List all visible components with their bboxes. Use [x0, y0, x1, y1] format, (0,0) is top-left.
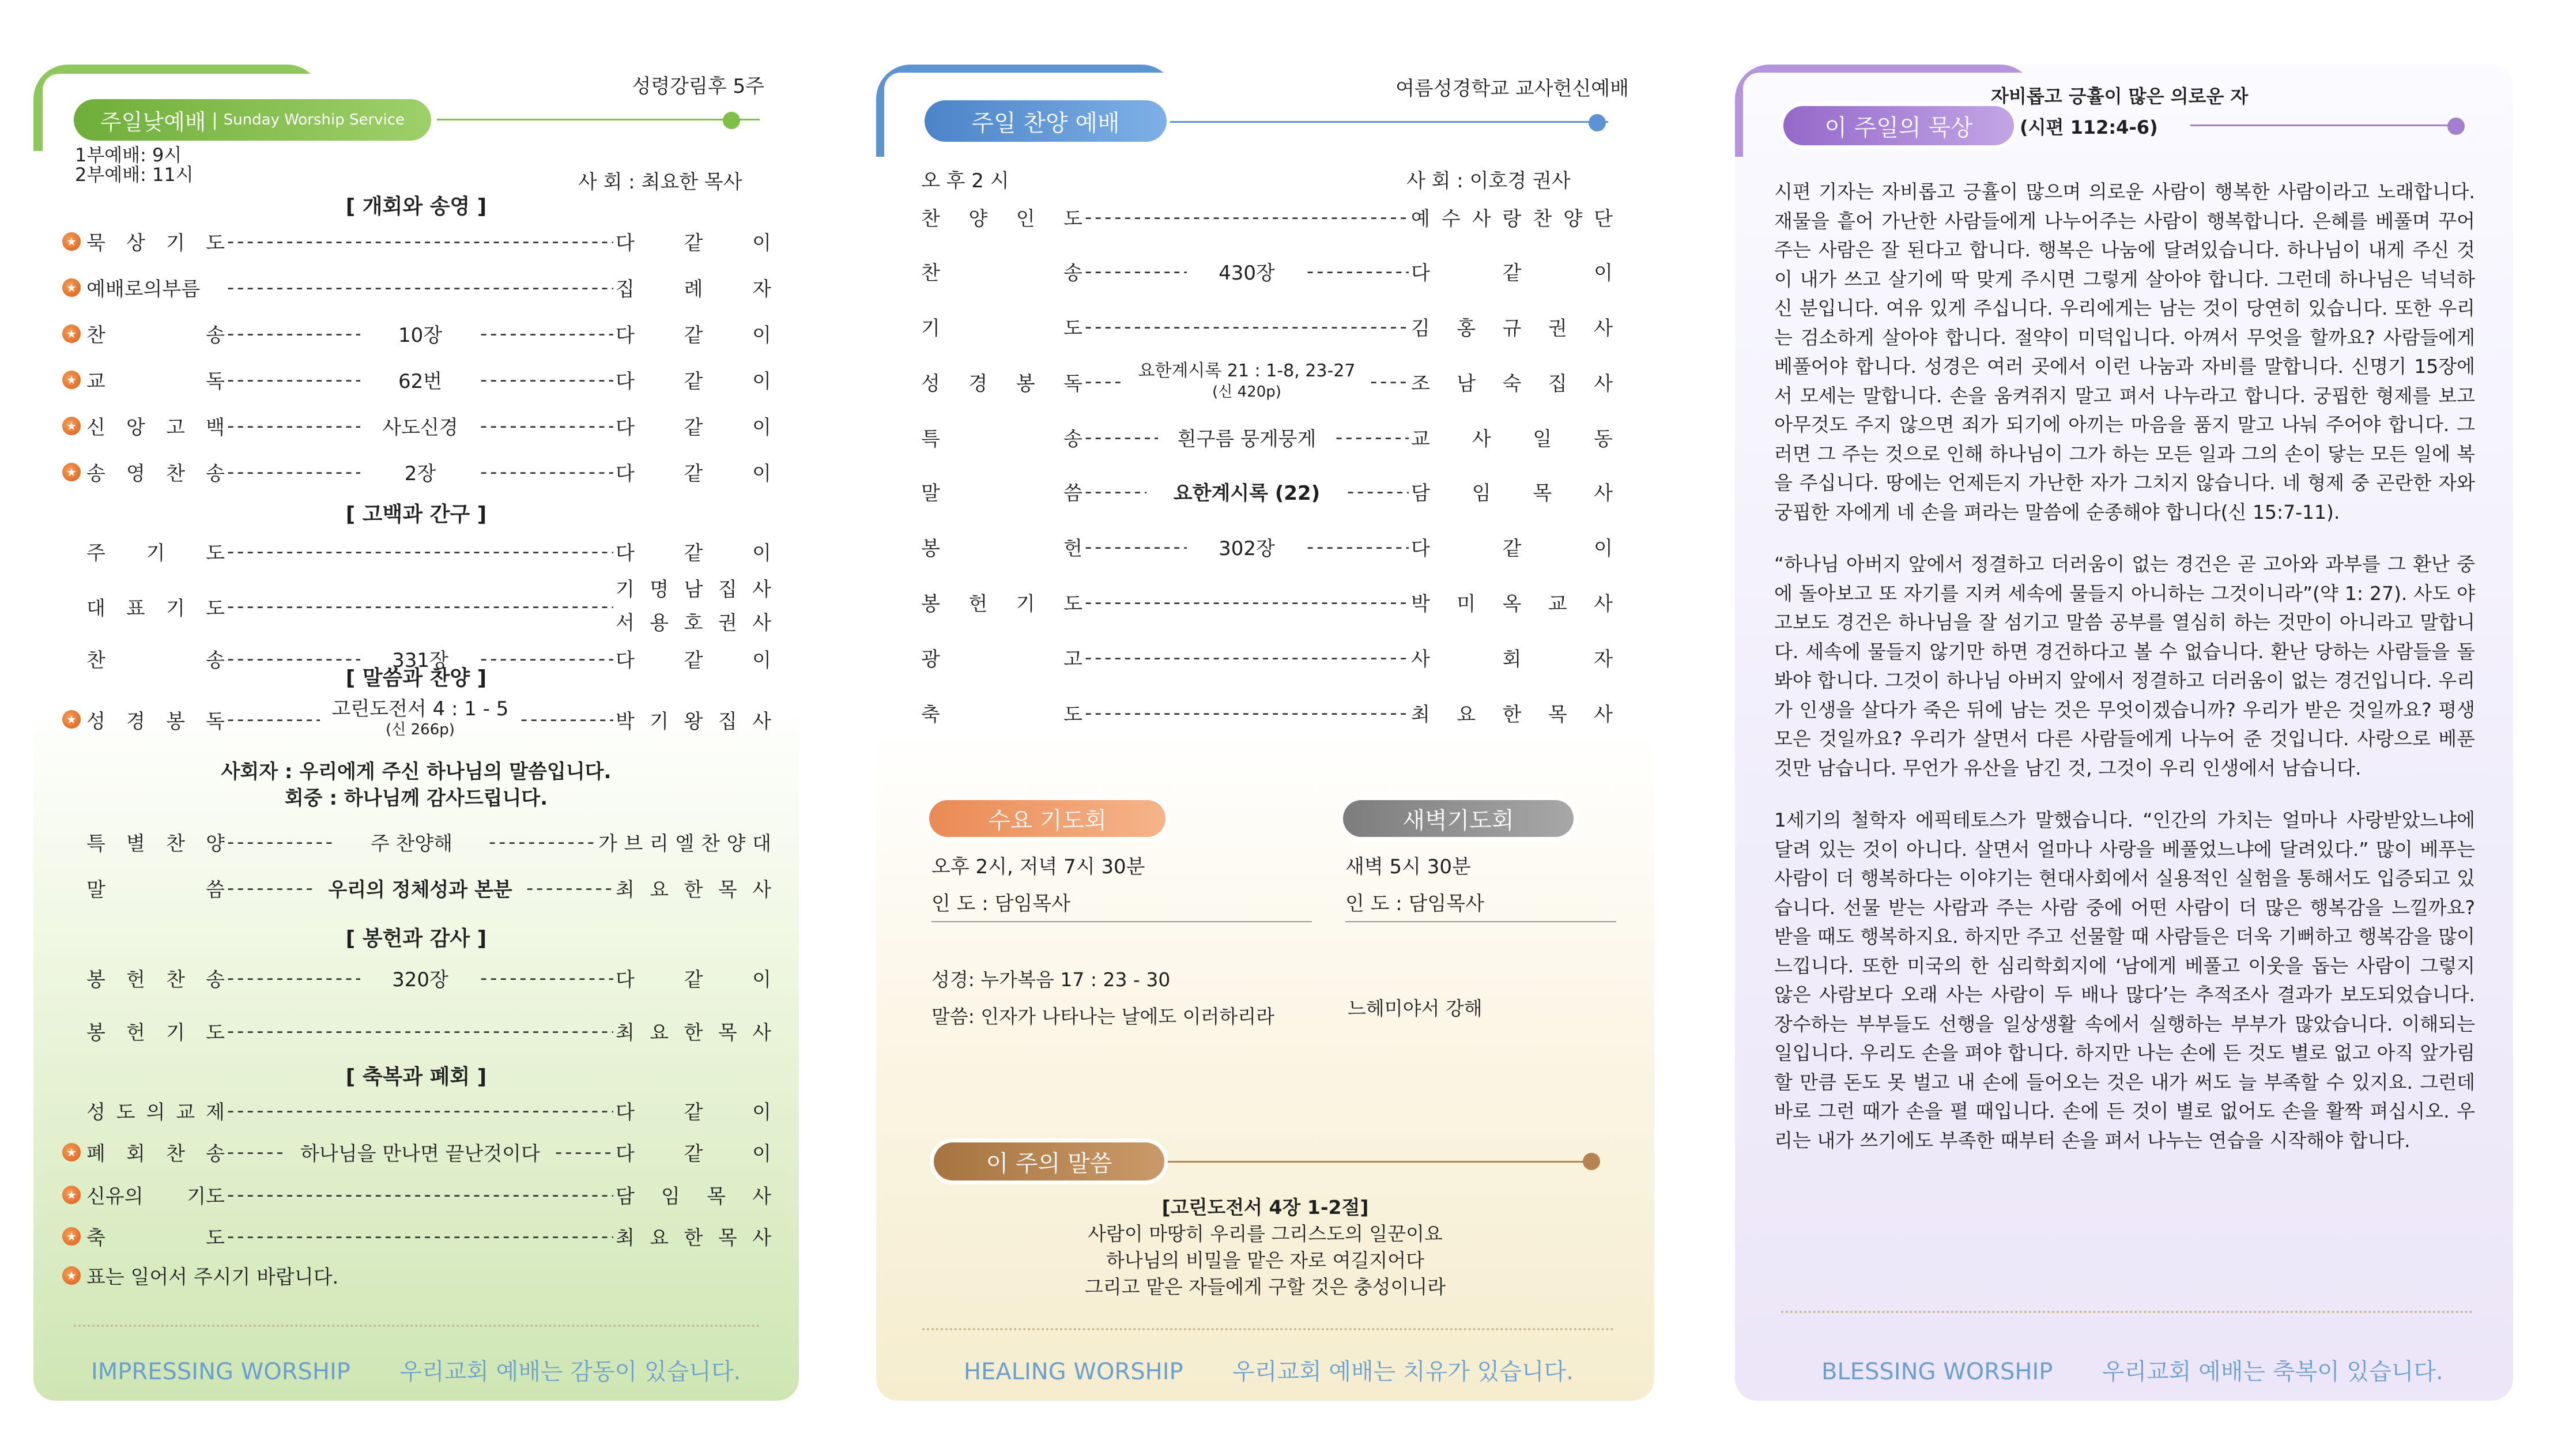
order-row: 주 기 도 - - - 다 같 이: [62, 537, 771, 565]
order-row: ★ 묵 상 기 도 - - - 다 같 이: [62, 227, 771, 255]
order-row: 봉 헌 기 도 - - - 최 요 한 목 사: [62, 1017, 771, 1045]
weekly-verse-header: 이 주의 말씀: [934, 1142, 1164, 1180]
sunday-worship-header: 주일낮예배 | Sunday Worship Service: [74, 99, 431, 141]
order-row: ★ 신 앙 고 백 - - - 사도신경 - - - 다 같 이: [62, 412, 771, 440]
wednesday-sermon-title: 말씀: 인자가 나타나는 날에도 이러하리라: [931, 1005, 1275, 1028]
order-row: 특 별 찬 양 - - - 주 찬양해 - - - 가 브 리 엘 찬 양 대: [62, 828, 771, 856]
order-row: 찬 송 - - - 430장 - - - 다 같 이: [921, 257, 1613, 285]
order-row: 광 고 - - - 사 회 자: [921, 643, 1613, 672]
footer-divider: [1781, 1311, 2473, 1313]
header-rule-dot: [1589, 114, 1606, 131]
wednesday-rule: [931, 921, 1312, 922]
section-heading: [ 개회와 송영 ]: [345, 195, 487, 218]
footer-korean: 우리교회 예배는 축복이 있습니다.: [2102, 1359, 2443, 1385]
section-heading: [ 고백과 간구 ]: [345, 503, 487, 526]
order-row: 찬 송 - - - 331장 - - - 다 같 이: [62, 644, 771, 673]
second-service-time: 2부예배: 11시: [75, 164, 194, 186]
order-row: 기 도 - - - 김 홍 규 권 사: [921, 312, 1613, 341]
event-title: 여름성경학교 교사헌신예배: [1395, 77, 1629, 100]
header-subtitle: Sunday Worship Service: [223, 111, 405, 129]
weekly-verse: [876, 1194, 1654, 1300]
star-bullet-icon: ★: [62, 1186, 81, 1204]
star-bullet-icon: ★: [62, 325, 81, 343]
header-title: 주일낮예배: [100, 109, 206, 135]
star-bullet-icon: ★: [62, 232, 81, 251]
wednesday-info: [931, 848, 1145, 922]
star-bullet-icon: ★: [62, 1227, 81, 1246]
order-row: 찬 양 인 도 - - - 예 수 사 랑 찬 양 단: [921, 203, 1613, 231]
star-bullet-icon: ★: [62, 1143, 81, 1161]
footer-korean: 우리교회 예배는 치유가 있습니다.: [1232, 1359, 1574, 1385]
meditation-paragraph: “하나님 아버지 앞에서 정결하고 더러움이 없는 경건은 곧 고아와 과부를 그 환난 중에 돌아보고 또 자기를 지켜 세속에 물들지 아니하는 그것이니라”(약 1: 27). 사도 야고보도 경건은 하나님을 잘 섬기고 말씀 공부를 열심히 하는 것만이 아니라고 말합니다. 세속에 물들지 않기만 하면 경건하다고 볼 수 없습니다. 환난 당하는 사람들을 돌봐야 합니다. 그것이 하나님 아버지 앞에서 정결하고 더러움이 없는 경건입니다. 우리가 인생을 살다가 죽은 뒤에 남는 것은 무엇이겠습니까? 우리가 받은 것일까요? 평생 모은 것일까요? 우리가 살면서 다른 사람들에게 나누어 준 것입니다. 사랑으로 베푼 것만 남습니다. 무언가 유산을 남긴 것, 그것이 우리 인생에서 남습니다.: [1774, 553, 2475, 779]
footer: [91, 1353, 741, 1400]
order-row: ★ 교 독 - - - 62번 - - - 다 같 이: [62, 365, 771, 394]
dawn-info: [1345, 848, 1484, 922]
header-rule-dot: [723, 112, 740, 129]
star-bullet-icon: ★: [62, 417, 81, 435]
section-heading: [ 봉헌과 감사 ]: [345, 927, 487, 950]
order-row: ★ 송 영 찬 송 - - - 2장 - - - 다 같 이: [62, 458, 771, 486]
star-bullet-icon: ★: [62, 710, 81, 729]
week-label: 성령강림후 5주: [632, 75, 764, 98]
header-rule-dot: [2447, 118, 2465, 135]
meditation-header: 이 주일의 묵상: [1783, 106, 2014, 145]
order-row: ★ 폐 회 찬 송 - - - 하나님을 만나면 끝난것이다 - - - 다 같 이: [62, 1138, 771, 1166]
afternoon-worship-header: 주일 찬양 예배: [925, 100, 1167, 142]
order-row: 봉 헌 찬 송 - - - 320장 - - - 다 같 이: [62, 964, 771, 992]
order-row: 축 도 - - - 최 요 한 목 사: [921, 699, 1613, 727]
star-bullet-icon: ★: [62, 1266, 81, 1285]
wednesday-scripture: 성경: 누가복음 17 : 23 - 30: [931, 968, 1171, 991]
footer-divider: [74, 1325, 760, 1327]
header-rule: [437, 119, 760, 120]
dawn-prayer-header: 새벽기도회: [1343, 800, 1574, 837]
footer: [964, 1353, 1574, 1400]
congregation-response: 회중 : 하나님께 감사드립니다.: [284, 787, 548, 810]
leader: 사 회 : 최요한 목사: [578, 171, 742, 194]
service-time: 오 후 2 시: [921, 169, 1009, 193]
header-rule: [2190, 125, 2461, 126]
verse-reference: [고린도전서 4장 1-2절]: [1161, 1196, 1369, 1219]
section-heading: [ 말씀과 찬양 ]: [345, 666, 487, 690]
order-row: 봉 헌 기 도 - - - 박 미 옥 교 사: [921, 588, 1613, 616]
order-row: ★ 찬 송 - - - 10장 - - - 다 같 이: [62, 319, 771, 348]
meditation-title: 자비롭고 긍휼이 많은 의로운 자: [1991, 85, 2249, 107]
wednesday-leader: 인 도 : 담임목사: [931, 892, 1070, 915]
responsive-reading: [33, 759, 799, 812]
first-service-time: 1부예배: 9시: [75, 144, 182, 166]
dawn-rule: [1345, 921, 1616, 922]
dawn-scripture: 느헤미야서 강해: [1348, 997, 1483, 1020]
star-bullet-icon: ★: [62, 278, 81, 297]
leader-call: 사회자 : 우리에게 주신 하나님의 말씀입니다.: [221, 760, 612, 783]
order-row: 성 도 의 교 제 - - - 다 같 이: [62, 1096, 771, 1125]
leader: 사 회 : 이호경 권사: [1406, 169, 1571, 193]
meditation-paragraph: 시편 기자는 자비롭고 긍휼이 많으며 의로운 사람이 행복한 사람이라고 노래합니다. 재물을 흩어 가난한 사람들에게 나누어주는 사람이 행복합니다. 은혜를 베풀며 꾸어 주는 사람은 잘 된다고 합니다. 행복은 나눔에 달려있습니다. 하나님이 내게 주신 것이 내가 쓰고 살기에 딱 맞게 주시면 그렇게 살아야 합니다. 그런데 하나님은 넉넉하신 분입니다. 여유 있게 주십니다. 우리에게는 남는 것이 당연히 있습니다. 또한 우리는 검소하게 살아야 합니다. 절약이 미덕입니다. 아껴서 무엇을 할까요? 사람들에게 베풀어야 합니다. 성경은 여러 곳에서 이런 나눔과 자비를 말합니다. 신명기 15장에서 모세는 말합니다. 손을 움켜쥐지 말고 펴서 나누라고 합니다. 궁핍한 형제를 보고 아무것도 주지 않으면 죄가 되기에 아끼는 마음을 품지 말고 나눠 주어야 합니다. 그러면 그 주는 것으로 인해 하나님이 그가 하는 모든 일과 그의 손이 닿는 모든 일에 복을 주십니다. 땅에는 언제든지 가난한 자가 그치지 않습니다. 네 형제 중 곤란한 자와 궁핍한 자에게 네 손을 펴라는 말씀에 순종해야 합니다(신 15:7-11).: [1774, 180, 2475, 523]
dawn-time: 새벽 5시 30분: [1345, 855, 1471, 878]
section-heading: [ 축복과 폐회 ]: [345, 1065, 487, 1089]
star-bullet-icon: ★: [62, 463, 81, 481]
order-row: ★ 축 도 - - - 최 요 한 목 사: [62, 1222, 771, 1250]
afternoon-worship-panel: [876, 65, 1654, 1401]
meditation-body: [1774, 178, 2475, 1178]
meditation-panel: [1735, 65, 2513, 1401]
header-rule: [1170, 121, 1608, 123]
footer: [1821, 1353, 2443, 1400]
order-row: ★ 성 경 봉 독 - - - 고린도전서 4 : 1 - 5 (신 266p) - - - 박 기 왕 집 사: [62, 696, 771, 742]
wednesday-prayer-header: 수요 기도회: [929, 800, 1165, 837]
order-row: 성 경 봉 독 - - - 요한계시록 21 : 1-8, 23-27 (신 420p) - - - 조 남 숙 집 사: [921, 359, 1613, 405]
order-row: 말 씀 - - - 우리의 정체성과 본분 - - - 최 요 한 목 사: [62, 874, 771, 902]
verse-line: 사람이 마땅히 우리를 그리스도의 일꾼이요: [1088, 1223, 1443, 1245]
footer-english: BLESSING WORSHIP: [1821, 1359, 2053, 1385]
order-row: 말 씀 - - - 요한계시록 (22) - - - 담 임 목 사: [921, 477, 1613, 506]
verse-line: 하나님의 비밀을 맡은 자로 여길지어다: [1106, 1249, 1424, 1272]
sunday-worship-panel: [33, 65, 799, 1401]
footer-english: HEALING WORSHIP: [964, 1359, 1183, 1385]
dawn-leader: 인 도 : 담임목사: [1345, 892, 1484, 915]
verse-line: 그리고 맡은 자들에게 구할 것은 충성이니라: [1084, 1276, 1446, 1298]
star-bullet-icon: ★: [62, 371, 81, 389]
order-row: ★ 예배로의부름 - - - 집 례 자: [62, 273, 771, 301]
verse-rule: [1168, 1161, 1600, 1163]
meditation-paragraph: 1세기의 철학자 에픽테토스가 말했습니다. “인간의 가치는 얼마나 사랑받았느냐에 달려 있는 것이 아니다. 살면서 얼마나 사랑을 베풀었느냐에 달려있다.” 많이 베푸는 사람이 더 행복하다는 이야기는 현대사회에서 실용적인 실험을 통해서도 입증되고 있습니다. 선물 받는 사람과 주는 사람 중에 어떤 사람이 더 많은 행복감을 느낄까요? 받을 때도 행복하지요. 하지만 주고 선물할 때 사람들은 더욱 기뻐하고 행복감을 많이 느낍니다. 또한 미국의 한 심리학회지에 ‘남에게 베풀고 이웃을 돕는 사람이 그렇지 않은 사람보다 오래 사는 사람이 두 배나 많다’는 추적조사 결과가 보도되었습니다. 장수하는 부부들도 선행을 일상생활 속에서 실행하는 부부가 많았습니다. 이해되는 일입니다. 우리도 손을 펴야 합니다. 하지만 나는 손에 든 것도 별로 없고 아직 앞가림 할 만큼 돈도 못 벌고 내 손에 들어오는 것은 내가 써도 늘 부족할 수 있지요. 그런데 바로 그런 때가 손을 펼 때입니다. 손에 든 것이 별로 없어도 손을 활짝 펴십시오. 우리는 내가 쓰기에도 부족한 때부터 손을 펴서 나누는 연습을 시작해야 합니다.: [1774, 809, 2475, 1152]
meditation-reference: (시편 112:4-6): [2020, 116, 2158, 138]
verse-rule-dot: [1583, 1153, 1600, 1170]
footer-divider: [922, 1328, 1614, 1330]
order-row: 봉 헌 - - - 302장 - - - 다 같 이: [921, 533, 1613, 561]
footer-english: IMPRESSING WORSHIP: [91, 1359, 350, 1385]
service-times: [75, 145, 194, 184]
order-row: 특 송 - - - 흰구름 뭉게뭉게 - - - 교 사 일 동: [921, 423, 1613, 451]
wednesday-time: 오후 2시, 저녁 7시 30분: [931, 855, 1145, 878]
standing-note: ★ 표는 일어서 주시기 바랍니다.: [62, 1261, 338, 1289]
footer-korean: 우리교회 예배는 감동이 있습니다.: [399, 1359, 741, 1385]
wednesday-sermon: [931, 961, 1274, 1035]
order-row: 대 표 기 도 - - - 기 명 남 집 사 서 용 호 권 사: [62, 572, 771, 641]
order-row: ★ 신유의 기도 - - - 담 임 목 사: [62, 1180, 771, 1209]
